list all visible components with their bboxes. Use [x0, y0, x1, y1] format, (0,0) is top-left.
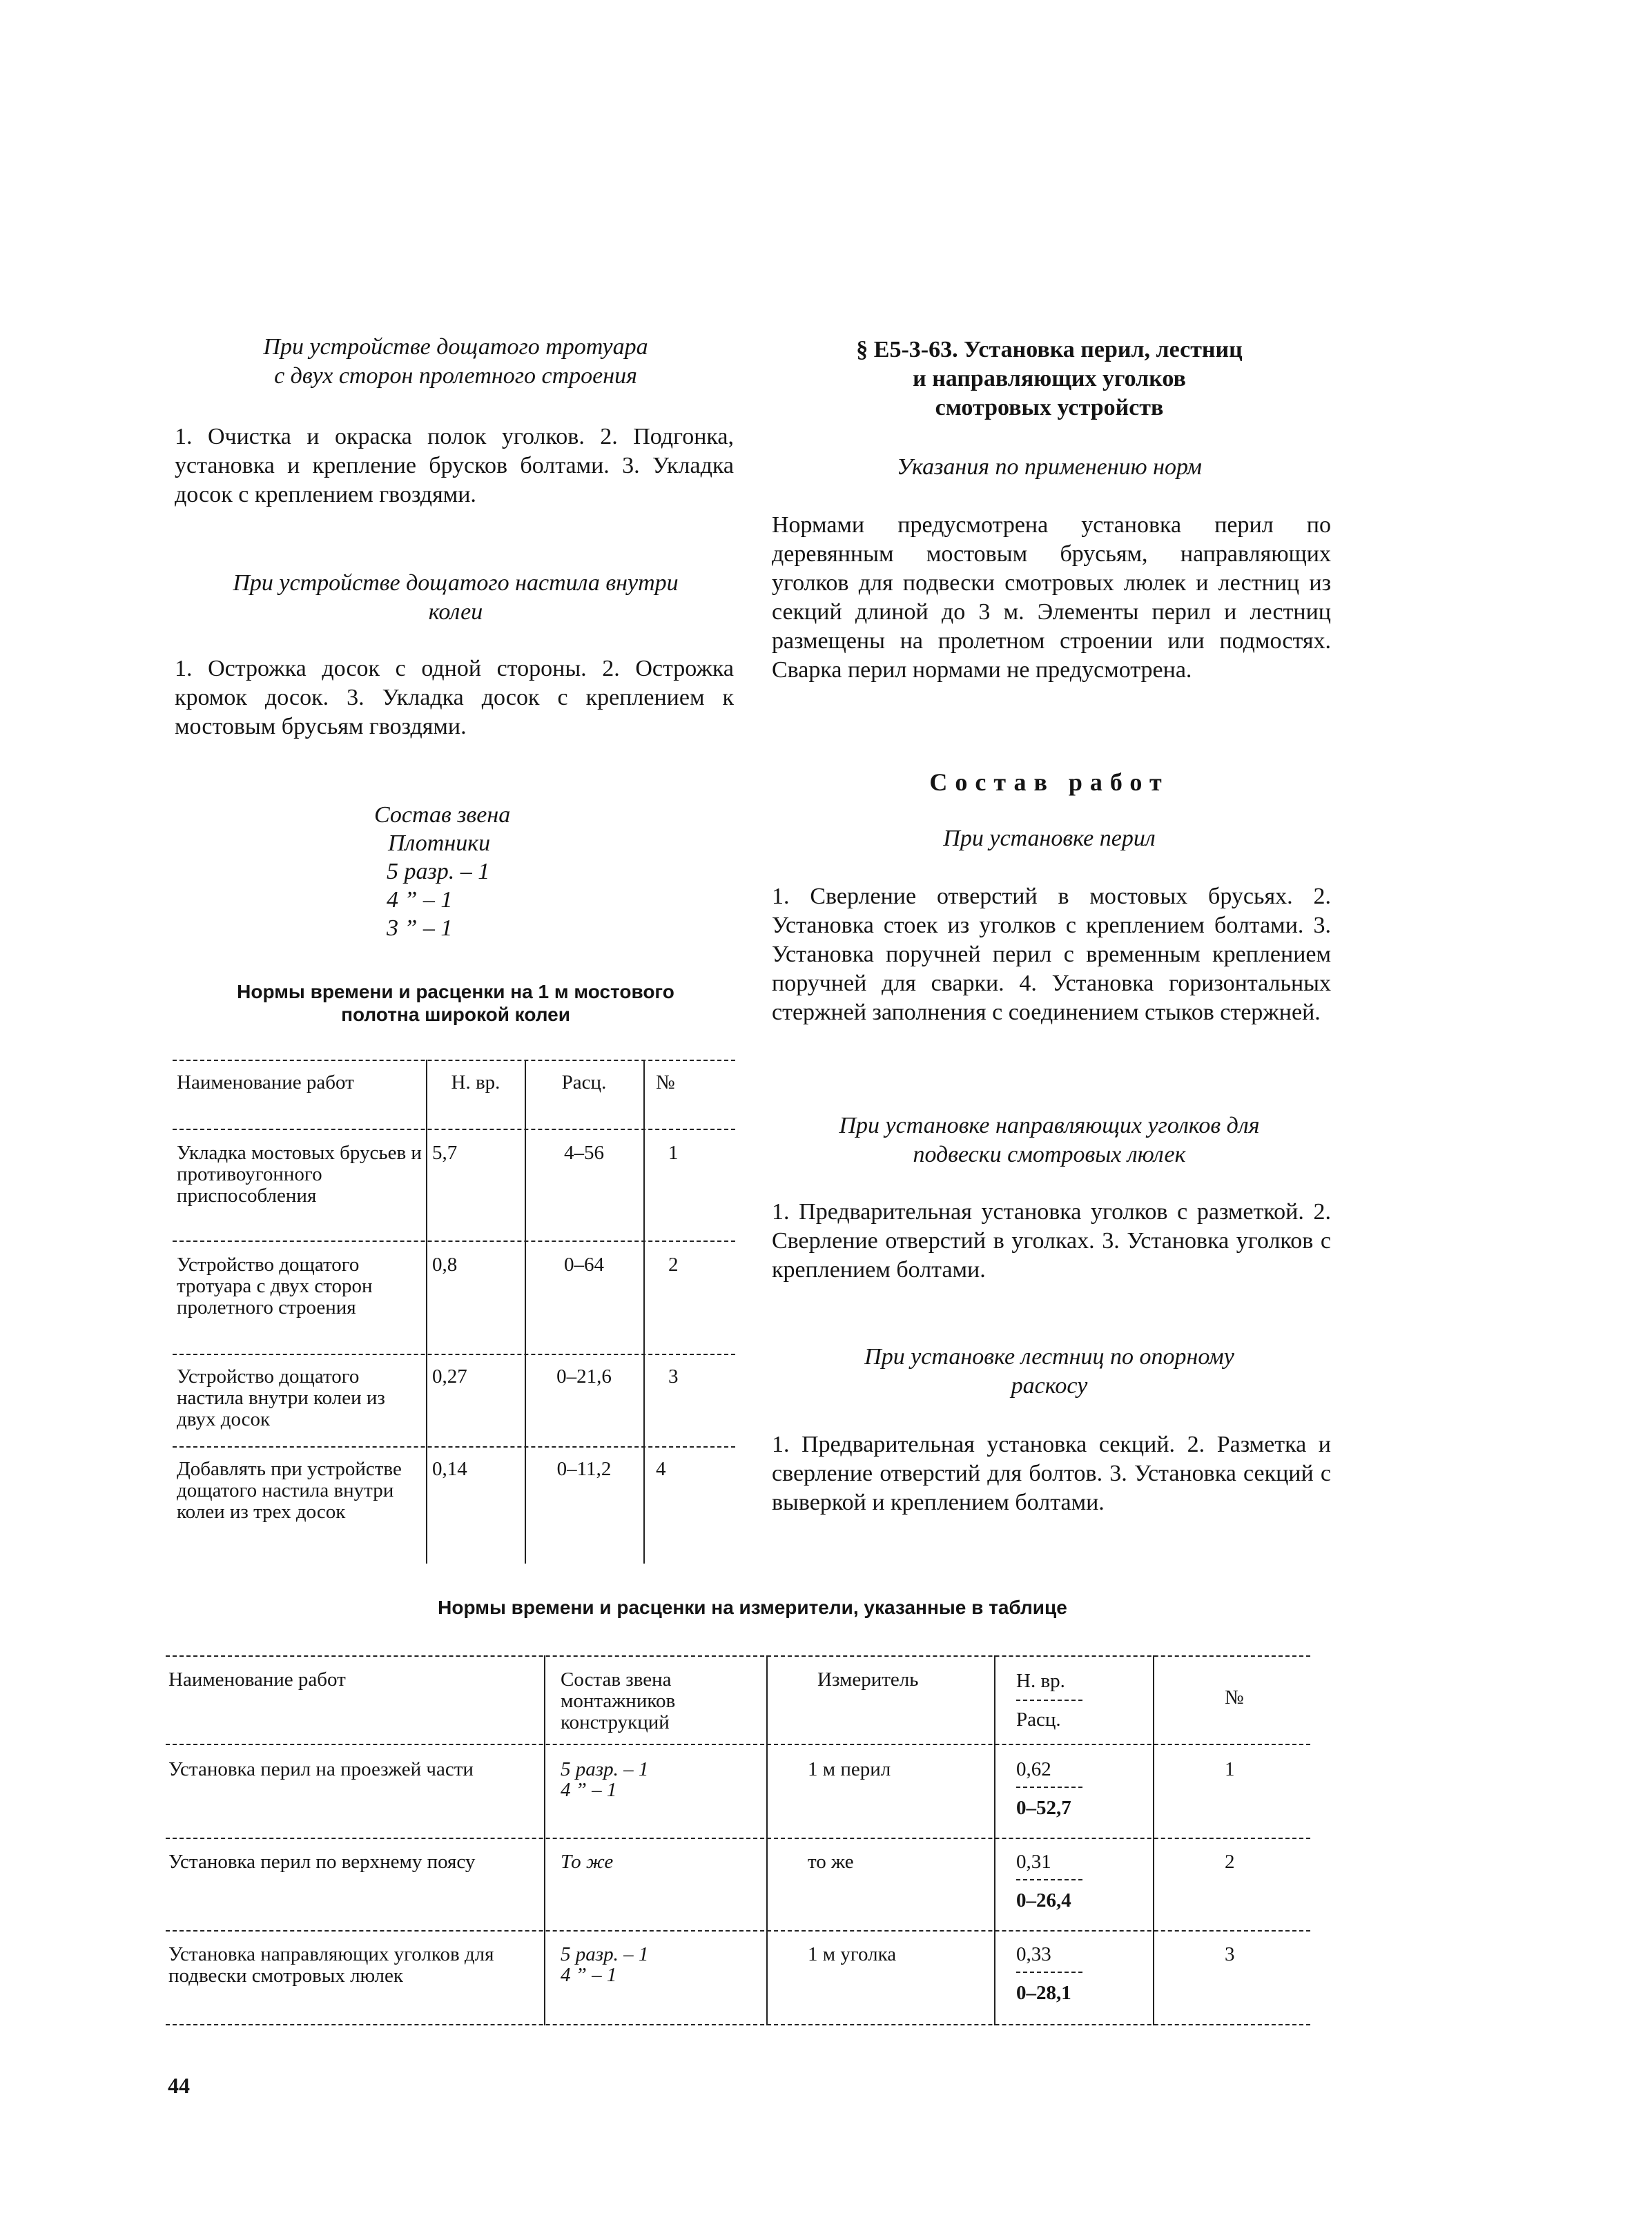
bottom-table-row-1-meter: 1 м перил: [808, 1758, 891, 1780]
left-heading-2-line2: колеи: [428, 599, 483, 625]
bottom-table-row-2-nvr: 0,31: [1016, 1851, 1051, 1873]
left-table-header-nvr: Н. вр.: [451, 1071, 501, 1093]
bottom-table-header-num: №: [1225, 1686, 1244, 1709]
bottom-table-row-2-name: Установка перил по верхнему поясу: [168, 1851, 476, 1873]
left-table-row-1-rate: 4–56: [564, 1142, 604, 1164]
left-table-header-num: №: [656, 1071, 675, 1093]
left-para-1: 1. Очистка и окраска полок уголков. 2. Подгонка, установка и крепление брусков болтами. 3. Укладка досок с креплением гвоздями.: [175, 424, 734, 507]
bottom-table-header-nvr: Н. вр.: [1016, 1670, 1065, 1692]
bottom-table-vline-2: [766, 1655, 768, 2025]
bottom-table-header-rate: Расц.: [1016, 1709, 1061, 1731]
left-table-title-line1: Нормы времени и расценки на 1 м мостового: [237, 981, 674, 1002]
left-table-vline-3: [643, 1060, 645, 1564]
bottom-table-rule-1: [166, 1838, 1310, 1839]
bottom-table-rule-bottom: [166, 2024, 1310, 2025]
bottom-table-row-3-nvr: 0,33: [1016, 1943, 1051, 1965]
left-table-rule-2: [173, 1354, 735, 1355]
works-sub-3-line1: При установке лестниц по опорному: [864, 1344, 1234, 1370]
left-table-rule-top: [173, 1060, 735, 1061]
bottom-table-row-2-num: 2: [1225, 1851, 1235, 1873]
left-table-vline-1: [426, 1060, 427, 1564]
bottom-table-row-3-crew-2: 4 ” – 1: [561, 1964, 617, 1986]
left-table-row-2-num: 2: [668, 1254, 679, 1276]
bottom-table-row-3-crew-1: 5 разр. – 1: [561, 1943, 649, 1965]
left-table-row-1-nvr: 5,7: [432, 1142, 458, 1164]
left-heading-2: [179, 569, 732, 627]
left-table-title-line2: полотна широкой колеи: [341, 1004, 570, 1025]
left-heading-2-line1: При устройстве дощатого настила внутри: [233, 570, 679, 596]
left-table-header-name: Наименование работ: [177, 1071, 354, 1093]
works-heading: Состав работ: [929, 768, 1169, 796]
bottom-table: [166, 1655, 1310, 2028]
bottom-table-rule-top: [166, 1655, 1310, 1657]
bottom-table-vline-4: [1153, 1655, 1154, 2025]
works-sub-3: [766, 1343, 1332, 1401]
left-para-2: 1. Острожка досок с одной стороны. 2. Острожка кромок досок. 3. Укладка досок с креплением к мостовым брусьям гвоздями.: [175, 656, 734, 739]
crew-row-1: 5 разр. – 1: [387, 859, 490, 884]
left-table-row-2-rate: 0–64: [564, 1254, 604, 1276]
crew-title: Состав звена: [374, 802, 511, 828]
works-sub-2-line1: При установке направляющих уголков для: [839, 1113, 1260, 1138]
left-table-title: [176, 980, 735, 1026]
bottom-table-row-1-num: 1: [1225, 1758, 1235, 1780]
bottom-table-row-1-name: Установка перил на проезжей части: [168, 1758, 474, 1780]
bottom-table-rule-head: [166, 1744, 1310, 1745]
left-heading-1-line2: с двух сторон пролетного строения: [274, 363, 637, 389]
bottom-table-header-crew: Состав звена монтажников конструкций: [561, 1669, 676, 1733]
works-sub-1: При установке перил: [943, 826, 1156, 851]
left-heading-1: [179, 333, 732, 391]
bottom-table-row-1-crew-2: 4 ” – 1: [561, 1779, 617, 1801]
bottom-table-rule-2: [166, 1930, 1310, 1932]
page-number: 44: [168, 2073, 190, 2098]
works-sub-3-line2: раскосу: [1011, 1373, 1088, 1399]
works-sub-2-line2: подвески смотровых люлек: [913, 1142, 1186, 1167]
section-title-line3: смотровых устройств: [935, 395, 1164, 420]
left-table-rule-1: [173, 1241, 735, 1242]
left-table-rule-3: [173, 1446, 735, 1448]
section-title-line2: и направляющих уголков: [913, 366, 1186, 391]
left-table-vline-2: [525, 1060, 526, 1564]
works-sub-2: [766, 1111, 1332, 1169]
bottom-table-row-1-nvr: 0,62: [1016, 1758, 1051, 1780]
bottom-table-row-1-fraction-line: [1016, 1787, 1082, 1788]
left-table-row-4-rate: 0–11,2: [556, 1458, 612, 1480]
left-table-rule-head: [173, 1129, 735, 1130]
bottom-table-row-2-rate: 0–26,4: [1016, 1889, 1071, 1911]
left-table-row-3-rate: 0–21,6: [556, 1365, 612, 1388]
bottom-table-title: Нормы времени и расценки на измерители, указанные в таблице: [438, 1597, 1067, 1618]
bottom-table-row-2-fraction-line: [1016, 1879, 1082, 1880]
left-table-row-2-nvr: 0,8: [432, 1254, 458, 1276]
left-table-row-4-name: Добавлять при устройстве дощатого настила внутри колеи из трех досок: [177, 1458, 402, 1523]
crew-block: [359, 801, 566, 942]
crew-profession: Плотники: [388, 830, 491, 856]
bottom-table-vline-3: [994, 1655, 995, 2025]
left-table-row-4-num: 4: [656, 1458, 666, 1480]
crew-row-3: 3 ” – 1: [387, 915, 453, 941]
section-title-line1: § Е5-3-63. Установка перил, лестниц: [856, 337, 1243, 362]
bottom-table-row-2-meter: то же: [808, 1851, 854, 1873]
bottom-table-row-3-meter: 1 м уголка: [808, 1943, 897, 1965]
left-table-header-rate: Расц.: [561, 1071, 607, 1093]
works-sub-2-text: 1. Предварительная установка уголков с разметкой. 2. Сверление отверстий в уголках. 3. Установка уголков с креплением болтами.: [772, 1199, 1331, 1283]
bottom-table-row-3-num: 3: [1225, 1943, 1235, 1965]
bottom-table-header-fraction-line: [1016, 1700, 1082, 1701]
instructions-text: Нормами предусмотрена установка перил по деревянным мостовым брусьям, направляющих уголков для подвески смотровых люлек и лестниц из секций длиной до 3 м. Элементы перил и лестниц размещены на пролетном строении или подмостях. Сварка перил нормами не предусмотрена.: [772, 512, 1331, 683]
bottom-table-row-3-rate: 0–28,1: [1016, 1982, 1071, 2004]
bottom-table-row-3-name: Установка направляющих уголков для подвески смотровых люлек: [168, 1943, 494, 1987]
section-title: [766, 335, 1332, 422]
bottom-table-vline-1: [544, 1655, 545, 2025]
left-table-row-3-name: Устройство дощатого настила внутри колеи из двух досок: [177, 1365, 385, 1430]
left-table-row-1-name: Укладка мостовых брусьев и противоугонного приспособления: [177, 1142, 422, 1207]
bottom-table-row-1-rate: 0–52,7: [1016, 1797, 1071, 1819]
left-table: [173, 1060, 735, 1564]
left-heading-1-line1: При устройстве дощатого тротуара: [263, 334, 648, 360]
bottom-table-row-1-crew-1: 5 разр. – 1: [561, 1758, 649, 1780]
bottom-table-header-name: Наименование работ: [168, 1669, 346, 1691]
bottom-table-header-meter: Измеритель: [817, 1669, 919, 1691]
left-table-row-3-nvr: 0,27: [432, 1365, 467, 1388]
bottom-table-row-2-crew-1: То же: [561, 1851, 614, 1873]
bottom-table-row-3-fraction-line: [1016, 1972, 1082, 1973]
works-sub-1-text: 1. Сверление отверстий в мостовых брусьях. 2. Установка стоек из уголков с креплением болтами. 3. Установка поручней перил с временным креплением поручней для сварки. 4. Установка горизонтальных стержней заполнения с соединением стыков стержней.: [772, 884, 1331, 1025]
left-table-row-1-num: 1: [668, 1142, 679, 1164]
left-table-row-3-num: 3: [668, 1365, 679, 1388]
left-table-row-4-nvr: 0,14: [432, 1458, 467, 1480]
crew-row-2: 4 ” – 1: [387, 887, 453, 913]
instructions-heading: Указания по применению норм: [897, 454, 1202, 480]
left-table-row-2-name: Устройство дощатого тротуара с двух сторон пролетного строения: [177, 1254, 373, 1319]
works-sub-3-text: 1. Предварительная установка секций. 2. Разметка и сверление отверстий для болтов. 3. Установка секций с выверкой и креплением болтами.: [772, 1432, 1331, 1515]
